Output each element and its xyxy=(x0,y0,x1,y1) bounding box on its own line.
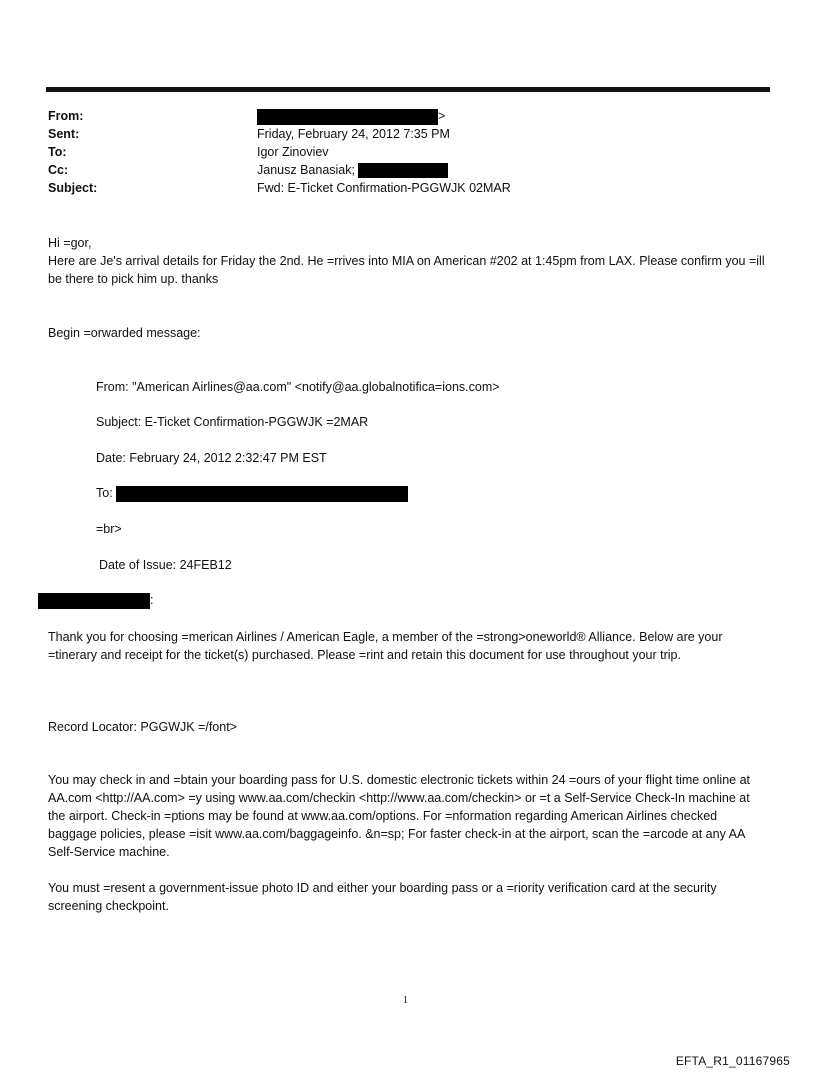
forwarded-to-label: To: xyxy=(96,486,113,500)
forwarded-subject: Subject: E-Ticket Confirmation-PGGWJK =2MAR xyxy=(96,415,369,429)
header-divider xyxy=(46,87,770,92)
checkin-paragraph: You may check in and =btain your boarding pass for U.S. domestic electronic tickets within 24 =ours of your flight time online at AA.com <http://AA.com> =y using www.aa.com/checkin <http://www.aa.com/checkin> or =t a Self-Service Check-In machine at the airport. Check-in =ptions may be found at www.aa.com/options. For =nformation regarding American Airlines checked baggage policies, please =isit www.aa.com/baggageinfo. &n=sp; For faster check-in at the airport, scan the =arcode at any AA Self-Service machine. xyxy=(48,773,750,859)
issue-date: Date of Issue: 24FEB12 xyxy=(99,558,232,572)
greeting: Hi =gor, xyxy=(48,236,92,250)
redaction-box xyxy=(358,163,448,178)
forwarded-to xyxy=(96,484,408,502)
from-value-tail: > xyxy=(438,109,446,123)
record-locator: Record Locator: PGGWJK =/font> xyxy=(48,720,237,734)
from-value xyxy=(257,107,445,125)
id-paragraph: You must =resent a government-issue photo ID and either your boarding pass or a =riority verification card at the security screening checkpoint. xyxy=(48,881,717,913)
page-number: 1 xyxy=(403,995,408,1006)
forward-intro: Begin =orwarded message: xyxy=(48,326,201,340)
subject-label: Subject: xyxy=(48,181,98,195)
salutation-tail: : xyxy=(150,593,154,607)
cc-value-text: Janusz Banasiak; xyxy=(257,163,355,177)
redaction-box xyxy=(257,109,438,125)
forwarded-br-line: =br> xyxy=(96,522,122,536)
to-value: Igor Zinoviev xyxy=(257,145,329,159)
document-id: EFTA_R1_01167965 xyxy=(675,1054,790,1068)
cc-value xyxy=(257,161,448,179)
forwarded-date: Date: February 24, 2012 2:32:47 PM EST xyxy=(96,451,327,465)
redaction-box xyxy=(38,593,150,609)
sent-value: Friday, February 24, 2012 7:35 PM xyxy=(257,127,450,141)
message-paragraph: Here are Je's arrival details for Friday the 2nd. He =rrives into MIA on American #202 at 1:45pm from LAX. Please confirm you =ill be there to pick him up. thanks xyxy=(48,254,765,286)
sent-label: Sent: xyxy=(48,127,80,141)
to-label: To: xyxy=(48,145,67,159)
forwarded-from: From: "American Airlines@aa.com" <notify@aa.globalnotifica=ions.com> xyxy=(96,380,500,394)
redaction-box xyxy=(116,486,408,502)
cc-label: Cc: xyxy=(48,163,69,177)
thanks-paragraph: Thank you for choosing =merican Airlines / American Eagle, a member of the =strong>oneworld® Alliance. Below are your =tinerary and receipt for the ticket(s) purchased. Please =rint and retain this document for use throughout your trip. xyxy=(48,630,723,662)
from-label: From: xyxy=(48,109,84,123)
subject-value: Fwd: E-Ticket Confirmation-PGGWJK 02MAR xyxy=(257,181,511,195)
salutation xyxy=(38,591,758,609)
